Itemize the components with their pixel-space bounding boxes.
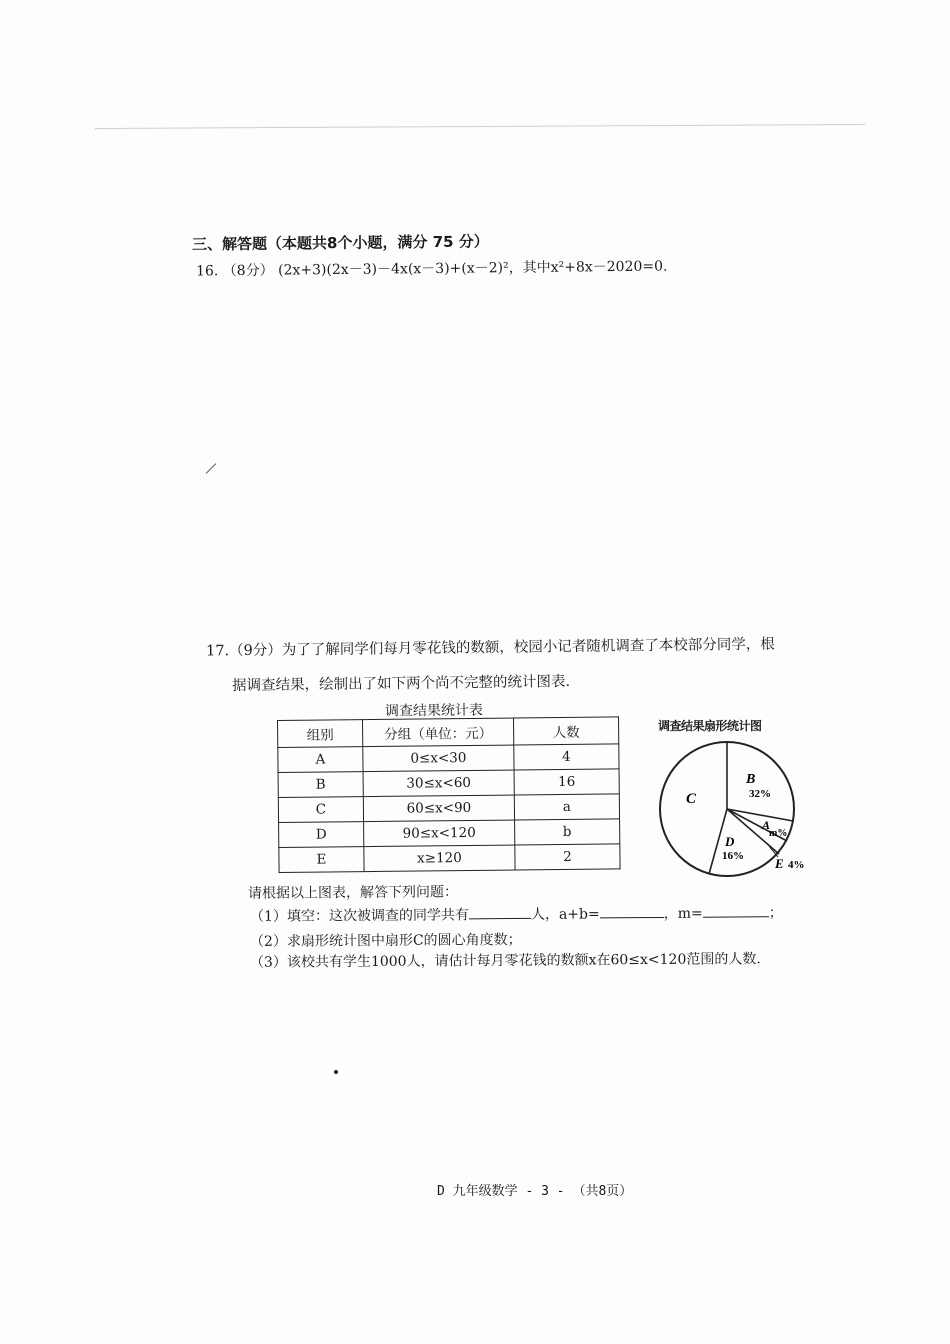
sub-question-2: （2）求扇形统计图中扇形C的圆心角度数； — [249, 932, 522, 950]
header-count: 人数 — [513, 717, 618, 745]
sub-question-3: （3）该校共有学生1000人，请估计每月零花钱的数额x在60≤x<120范围的人数. — [249, 951, 761, 971]
table-row — [279, 844, 620, 873]
answer-prompt: 请根据以上图表，解答下列问题： — [247, 884, 459, 902]
header-range: 分组（单位：元） — [363, 718, 514, 747]
pie-pct-a: m% — [769, 828, 788, 839]
cell-range: x≥120 — [364, 845, 515, 872]
section-title: 三、解答题（本题共8个小题，满分 75 分） — [191, 232, 489, 254]
cell-group: B — [278, 772, 363, 798]
table-row — [278, 794, 619, 823]
pie-label-d: D — [725, 834, 735, 849]
sub-question-1 — [250, 902, 783, 926]
pie-label-b: B — [746, 772, 756, 787]
cell-range: 60≤x<90 — [363, 795, 514, 822]
pie-pct-e: 4% — [788, 859, 805, 871]
cell-group: D — [279, 822, 364, 848]
table-row — [279, 819, 620, 848]
question-16 — [196, 256, 668, 281]
cell-count: b — [515, 819, 620, 845]
cell-count: a — [514, 794, 619, 820]
table-row — [278, 769, 619, 798]
q17-line2: 据调查结果，绘制出了如下两个尚不完整的统计图表. — [231, 673, 571, 695]
cell-count: 2 — [515, 844, 620, 870]
q1-text-d: ； — [768, 905, 783, 922]
q1-text-b: 人，a+b= — [530, 906, 600, 923]
header-group: 组别 — [278, 720, 363, 748]
q16-expression: (2x+3)(2x－3)－4x(x－3)+(x－2)²，其中x²+8x－2020=0. — [278, 258, 668, 279]
cell-group: A — [278, 747, 363, 773]
pie-label-e: E — [775, 856, 784, 871]
cell-group: E — [279, 847, 364, 873]
cell-range: 0≤x<30 — [363, 745, 514, 772]
q16-points: （8分） — [222, 262, 274, 280]
blank-a-plus-b[interactable] — [600, 903, 664, 918]
ink-dot — [334, 1070, 338, 1074]
table-header-row — [278, 717, 619, 748]
blank-total[interactable] — [469, 904, 531, 919]
cell-range: 90≤x<120 — [364, 820, 515, 847]
q17-line1: 17.（9分）为了了解同学们每月零花钱的数额，校园小记者随机调查了本校部分同学，根 — [205, 636, 775, 660]
cell-count: 4 — [514, 744, 619, 770]
cell-range: 30≤x<60 — [363, 770, 514, 797]
page-footer: D 九年级数学 - 3 - （共8页） — [437, 1184, 633, 1199]
q1-text-c: ，m= — [663, 905, 703, 922]
pen-mark — [206, 463, 217, 474]
pie-label-a: A — [762, 818, 771, 832]
blank-m[interactable] — [703, 902, 769, 917]
survey-table — [277, 716, 621, 873]
q16-number: 16. — [195, 263, 219, 280]
q1-text-a: （1）填空：这次被调查的同学共有 — [249, 907, 469, 925]
pie-chart — [650, 735, 810, 880]
table-caption: 调查结果统计表 — [384, 702, 484, 720]
header-rule — [95, 124, 865, 129]
cell-count: 16 — [514, 769, 619, 795]
cell-group: C — [278, 797, 363, 823]
pie-label-c: C — [686, 791, 697, 807]
pie-pct-d: 16% — [722, 850, 744, 862]
pie-pct-b: 32% — [749, 788, 771, 800]
pie-title: 调查结果扇形统计图 — [658, 719, 762, 733]
table-row — [278, 744, 619, 773]
